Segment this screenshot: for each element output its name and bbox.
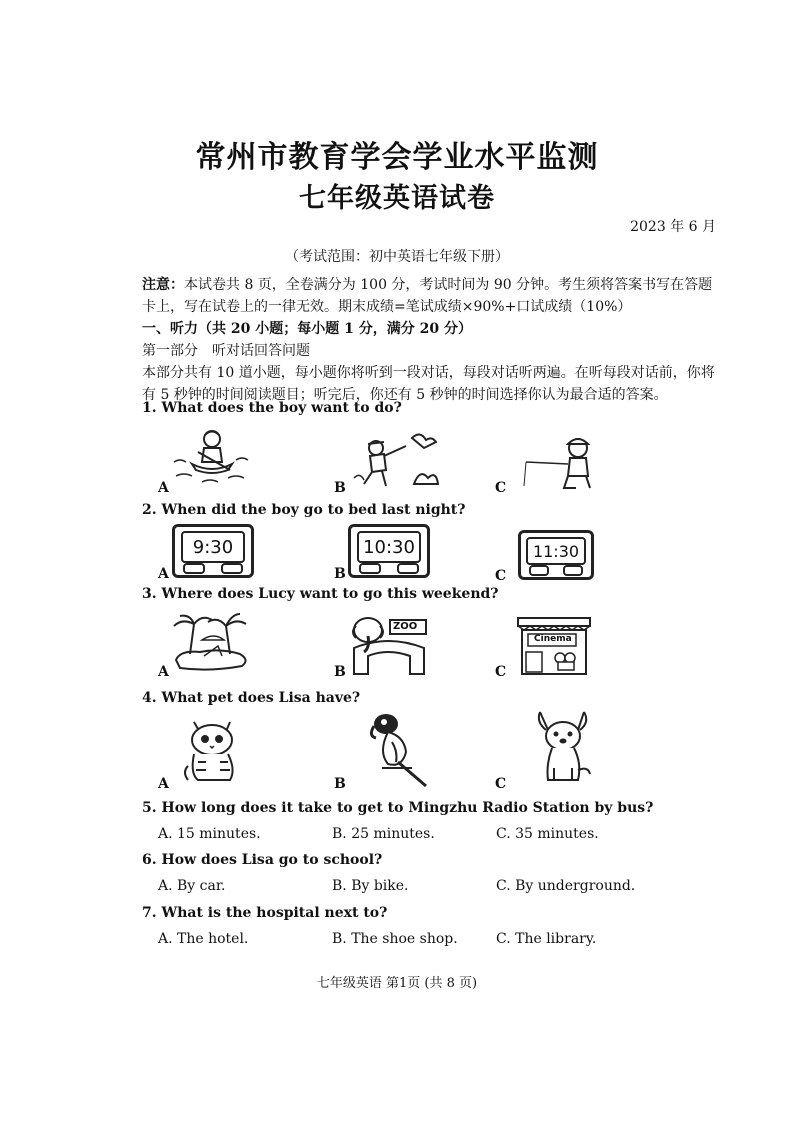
clock-a-button-left <box>183 563 205 574</box>
parrot-icon <box>368 708 432 788</box>
q2-option-c[interactable]: C <box>495 568 507 584</box>
q1-option-a[interactable]: A <box>158 480 169 496</box>
q5-option-c[interactable]: C. 35 minutes. <box>496 826 599 842</box>
beach-island-icon <box>170 610 252 672</box>
cat-icon <box>180 714 250 784</box>
q7-option-c[interactable]: C. The library. <box>496 931 597 947</box>
clock-c-display: 11:30 <box>526 537 586 565</box>
q5-option-a[interactable]: A. 15 minutes. <box>158 826 261 842</box>
question-5: 5. How long does it take to get to Mingzhu Radio Station by bus? <box>142 800 654 816</box>
part-heading: 第一部分 听对话回答问题 <box>142 343 310 359</box>
clock-c-button-right <box>563 565 583 576</box>
notice-label: 注意： <box>142 277 184 293</box>
zoo-sign: ZOO <box>393 621 418 632</box>
exam-organizer-title: 常州市教育学会学业水平监测 <box>195 140 599 175</box>
q5-option-b[interactable]: B. 25 minutes. <box>332 826 435 842</box>
clock-a-display: 9:30 <box>181 531 245 563</box>
q7-option-a[interactable]: A. The hotel. <box>158 931 249 947</box>
exam-scope: （考试范围：初中英语七年级下册） <box>285 249 509 265</box>
clock-c <box>518 530 594 580</box>
notice-text: 本试卷共 8 页，全卷满分为 100 分，考试时间为 90 分钟。考生须将答案书写在答题卡上，写在试卷上的一律无效。期末成绩=笔试成绩×90%+口试成绩（10%） <box>142 277 713 315</box>
fishing-icon <box>520 432 600 492</box>
q6-option-c[interactable]: C. By underground. <box>496 878 636 894</box>
q3-option-c[interactable]: C <box>495 664 507 680</box>
q2-option-a[interactable]: A <box>158 566 169 582</box>
q3-option-a[interactable]: A <box>158 664 169 680</box>
q6-option-a[interactable]: A. By car. <box>158 878 226 894</box>
q4-option-c[interactable]: C <box>495 776 507 792</box>
q6-option-b[interactable]: B. By bike. <box>332 878 409 894</box>
part-instructions: 本部分共有 10 道小题，每小题你将听到一段对话，每段对话听两遍。在听每段对话前，你将有 5 秒钟的时间阅读题目；听完后，你还有 5 秒钟的时间选择你认为最合适的答案。 <box>142 365 715 403</box>
question-4: 4. What pet does Lisa have? <box>142 690 361 706</box>
clock-b-display: 10:30 <box>357 531 421 563</box>
question-2: 2. When did the boy go to bed last night? <box>142 502 466 518</box>
clock-b <box>348 524 430 578</box>
q2-option-b[interactable]: B <box>334 566 346 582</box>
question-7: 7. What is the hospital next to? <box>142 905 388 921</box>
section-heading: 一、听力（共 20 小题；每小题 1 分，满分 20 分） <box>142 321 472 337</box>
zoo-gate-icon <box>348 614 430 676</box>
clock-b-button-left <box>359 563 381 574</box>
bird-watching-icon <box>350 428 442 490</box>
q1-option-b[interactable]: B <box>334 480 346 496</box>
clock-c-button-left <box>529 565 549 576</box>
dog-icon <box>532 708 596 788</box>
q3-option-b[interactable]: B <box>334 664 346 680</box>
clock-b-button-right <box>397 563 419 574</box>
q1-option-c[interactable]: C <box>495 480 507 496</box>
exam-date: 2023 年 6 月 <box>630 219 716 235</box>
q7-option-b[interactable]: B. The shoe shop. <box>332 931 458 947</box>
cinema-icon <box>516 614 592 676</box>
clock-a-button-right <box>221 563 243 574</box>
question-1: 1. What does the boy want to do? <box>142 400 402 416</box>
cinema-sign: Cinema <box>534 634 572 644</box>
q4-option-b[interactable]: B <box>334 776 346 792</box>
page-footer: 七年级英语 第1页 (共 8 页) <box>316 976 478 991</box>
exam-paper-title: 七年级英语试卷 <box>299 183 495 214</box>
question-6: 6. How does Lisa go to school? <box>142 852 383 868</box>
question-3: 3. Where does Lucy want to go this weekend? <box>142 586 499 602</box>
notice-paragraph <box>142 274 720 318</box>
clock-a <box>172 524 254 578</box>
q4-option-a[interactable]: A <box>158 776 169 792</box>
boat-rowing-icon <box>172 426 252 488</box>
